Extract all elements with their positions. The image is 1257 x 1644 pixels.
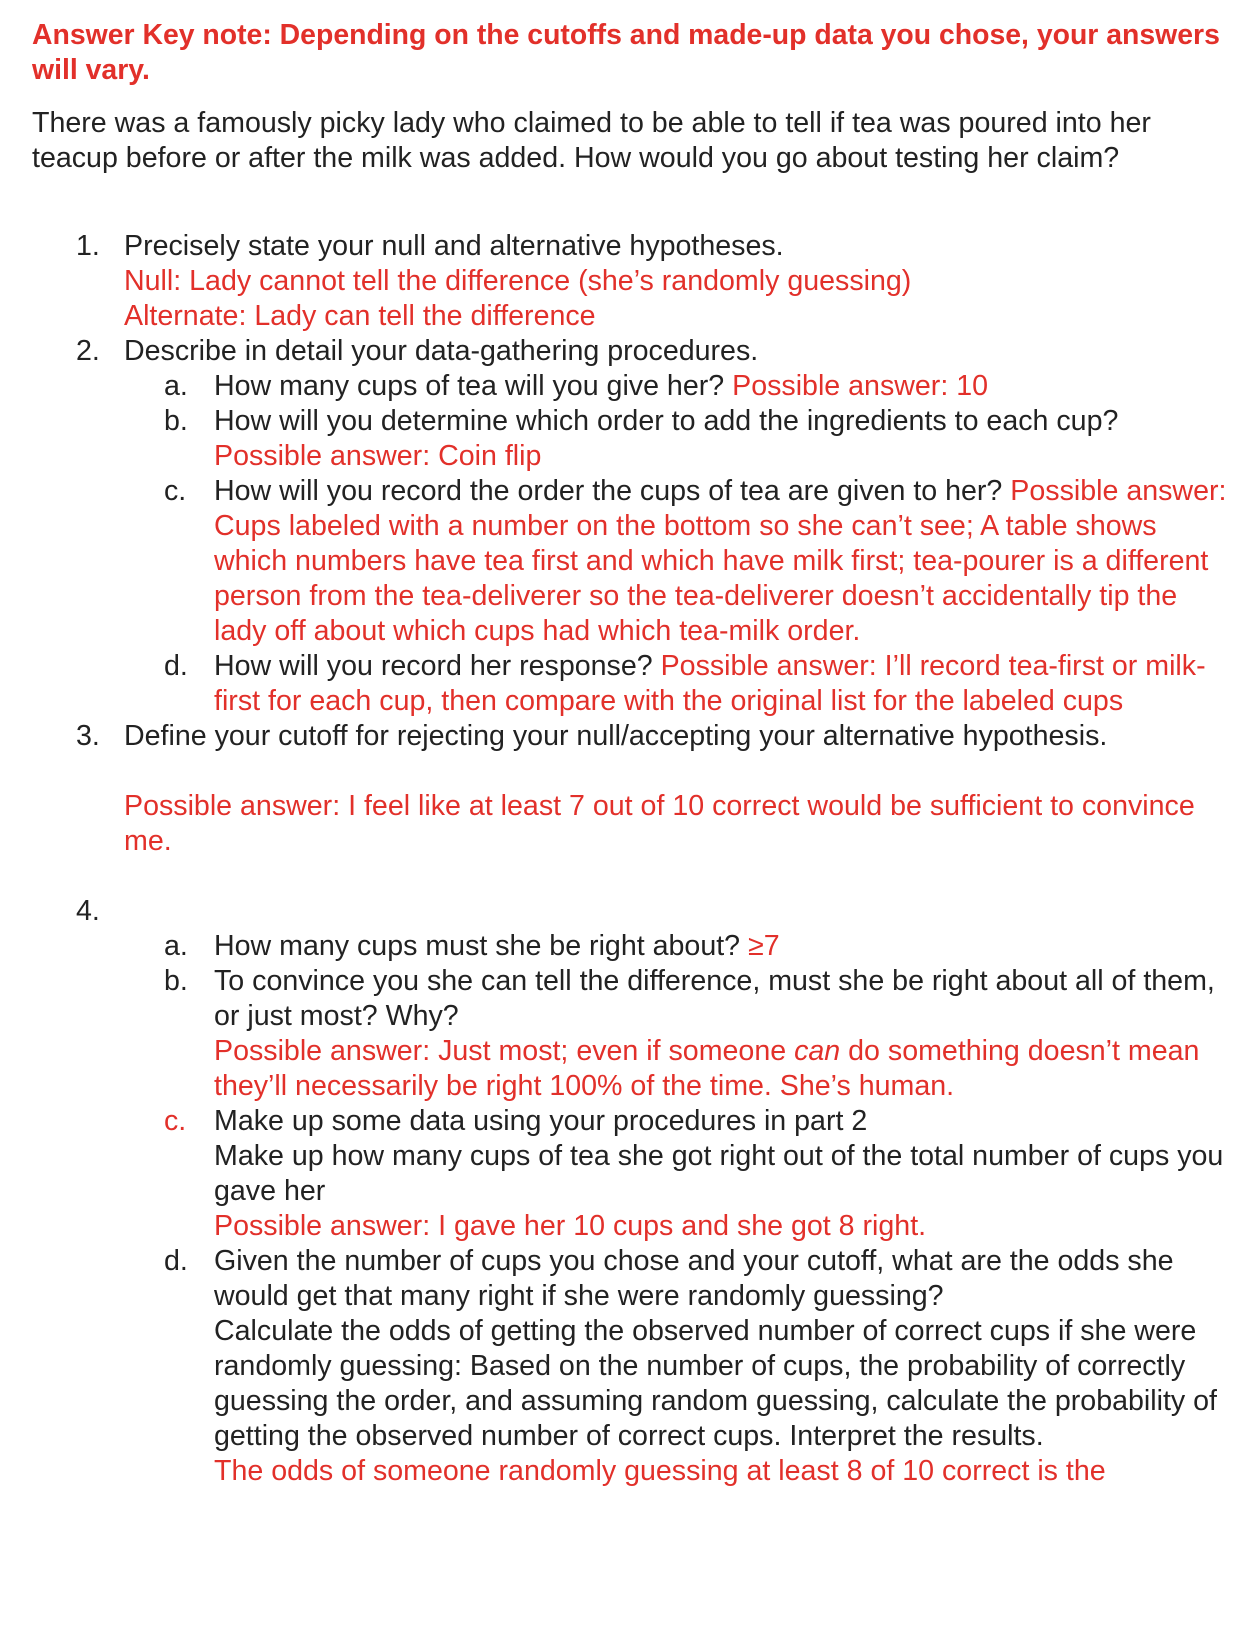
question-4b-answer-start: Possible answer: Just most; even if someone bbox=[214, 1035, 795, 1067]
question-4a-answer: ≥7 bbox=[748, 930, 780, 962]
question-1-number: 1. bbox=[76, 230, 100, 262]
spacer bbox=[32, 859, 1232, 894]
question-2b-answer: Possible answer: Coin flip bbox=[214, 440, 542, 472]
question-1 bbox=[32, 229, 1232, 334]
question-3 bbox=[32, 719, 1232, 859]
question-2d-text: How will you record her response? bbox=[214, 650, 653, 682]
question-2 bbox=[32, 334, 1232, 719]
question-4d-detail: Calculate the odds of getting the observed number of correct cups if she were randomly guessing: Based on the number of cups, the probability of correctly guessing the order, and assuming random guessing, calculate the probability of getting the observed number of correct cups. Interpret the results. bbox=[214, 1315, 1217, 1452]
question-2d-answer: Possible answer: I’ll record tea-first or milk-first for each cup, then compare with the original list for the labeled cups bbox=[214, 650, 1206, 717]
question-4a bbox=[32, 929, 1232, 964]
question-4d-text: Given the number of cups you chose and your cutoff, what are the odds she would get that many right if she were randomly guessing? bbox=[214, 1245, 1174, 1312]
question-4c-text: Make up some data using your procedures in part 2 bbox=[214, 1105, 868, 1137]
question-4b-text: To convince you she can tell the difference, must she be right about all of them, or just most? Why? bbox=[214, 965, 1215, 1032]
question-4c-letter: c. bbox=[164, 1105, 187, 1137]
question-2a-answer: Possible answer: 10 bbox=[732, 370, 989, 402]
question-3-answer: Possible answer: I feel like at least 7 out of 10 correct would be sufficient to convince me. bbox=[124, 790, 1195, 857]
question-4d-letter: d. bbox=[164, 1245, 188, 1277]
question-4c bbox=[32, 1104, 1232, 1244]
question-4b bbox=[32, 964, 1232, 1104]
intro-paragraph: There was a famously picky lady who claimed to be able to tell if tea was poured into her teacup before or after the milk was added. How would you go about testing her claim? bbox=[32, 107, 1151, 174]
question-list bbox=[32, 229, 1232, 1489]
question-2-text: Describe in detail your data-gathering procedures. bbox=[124, 335, 759, 367]
spacer bbox=[124, 754, 1232, 789]
question-2a-letter: a. bbox=[164, 370, 188, 402]
question-4b-letter: b. bbox=[164, 965, 188, 997]
question-2a bbox=[32, 369, 1232, 404]
question-3-text: Define your cutoff for rejecting your null/accepting your alternative hypothesis. bbox=[124, 720, 1108, 752]
question-2c bbox=[32, 474, 1232, 649]
question-4b-answer-end: do something doesn’t mean they’ll necessarily be right 100% of the time. She’s human. bbox=[214, 1035, 1200, 1102]
question-1-answer-alternate: Alternate: Lady can tell the difference bbox=[124, 300, 596, 332]
question-4c-answer: Possible answer: I gave her 10 cups and she got 8 right. bbox=[214, 1210, 927, 1242]
question-4d bbox=[32, 1244, 1232, 1489]
question-4 bbox=[32, 894, 1232, 1489]
question-2-number: 2. bbox=[76, 335, 100, 367]
question-4b-answer bbox=[214, 1034, 1232, 1104]
spacer bbox=[124, 894, 1232, 929]
question-2a-text: How many cups of tea will you give her? bbox=[214, 370, 725, 402]
question-4b-answer-emphasis: can bbox=[794, 1035, 841, 1067]
question-4a-text: How many cups must she be right about? bbox=[214, 930, 741, 962]
question-2d-letter: d. bbox=[164, 650, 188, 682]
question-4d-answer: The odds of someone randomly guessing at least 8 of 10 correct is the bbox=[214, 1455, 1106, 1487]
question-2b-text: How will you determine which order to add the ingredients to each cup? bbox=[214, 405, 1119, 437]
question-2d bbox=[32, 649, 1232, 719]
question-4c-detail: Make up how many cups of tea she got right out of the total number of cups you gave her bbox=[214, 1140, 1224, 1207]
question-3-number: 3. bbox=[76, 720, 100, 752]
question-1-text: Precisely state your null and alternative hypotheses. bbox=[124, 230, 784, 262]
question-2b-letter: b. bbox=[164, 405, 188, 437]
question-2b bbox=[32, 404, 1232, 474]
answer-key-note: Answer Key note: Depending on the cutoffs and made-up data you chose, your answers will vary. bbox=[32, 19, 1220, 86]
question-2c-text: How will you record the order the cups of tea are given to her? bbox=[214, 475, 1003, 507]
question-4a-letter: a. bbox=[164, 930, 188, 962]
question-2c-letter: c. bbox=[164, 475, 187, 507]
question-4-number: 4. bbox=[76, 895, 100, 927]
question-1-answer-null: Null: Lady cannot tell the difference (she’s randomly guessing) bbox=[124, 265, 912, 297]
question-2c-answer: Possible answer: Cups labeled with a number on the bottom so she can’t see; A table shows which numbers have tea first and which have milk first; tea-pourer is a different person from the tea-deliverer so the tea-deliverer doesn’t accidentally tip the lady off about which cups had which tea-milk order. bbox=[214, 475, 1227, 647]
document-body bbox=[32, 18, 1232, 1489]
